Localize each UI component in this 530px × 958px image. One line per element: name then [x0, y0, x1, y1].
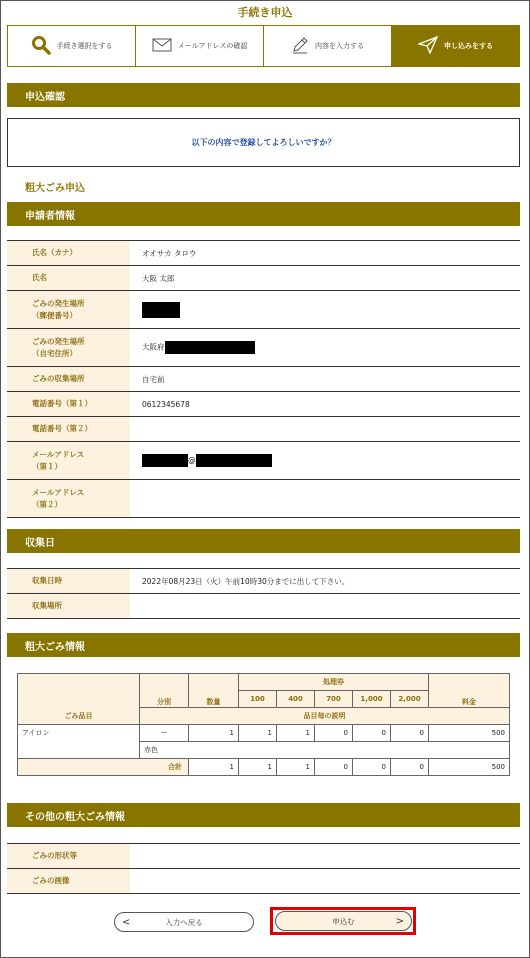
garbage-table [17, 673, 510, 776]
field-label: ごみの発生場所 （郵便番号） [7, 291, 130, 329]
confirm-heading: 申込確認 [7, 83, 520, 107]
collection-table [7, 568, 520, 619]
total-row [18, 759, 510, 776]
table-row [7, 417, 520, 442]
col-ticket-400: 400 [277, 691, 315, 708]
field-label: 氏名（カナ） [7, 241, 130, 266]
field-value: 2022年08月23日（火）午前10時30分までに出して下さい。 [130, 569, 520, 594]
back-button-label: 入力へ戻る [165, 917, 203, 927]
item-description: 赤色 [140, 742, 510, 759]
other-table [7, 843, 520, 894]
total-ticket: 1 [277, 759, 315, 776]
chevron-right-icon: > [395, 915, 404, 927]
col-fee: 料金 [429, 674, 510, 708]
total-quantity: 1 [189, 759, 239, 776]
collection-heading: 収集日 [7, 529, 520, 553]
redacted-postal-code [142, 302, 180, 318]
table-row [7, 442, 520, 480]
confirm-message: 以下の内容で登録してよろしいですか？ [7, 118, 520, 167]
redacted-address [165, 341, 255, 354]
step-label: 手続き選択をする [56, 42, 113, 50]
table-row [7, 329, 520, 367]
step-label: 申し込みをする [444, 42, 493, 50]
table-row [7, 569, 520, 594]
col-ticket-2000: 2,000 [391, 691, 429, 708]
col-quantity: 数量 [189, 674, 239, 708]
item-quantity: 1 [189, 725, 239, 742]
other-heading: その他の粗大ごみ情報 [7, 803, 520, 827]
item-name: アイロン [18, 725, 140, 759]
step-select-procedure [8, 26, 136, 66]
table-row [7, 480, 520, 518]
chevron-left-icon: < [122, 916, 131, 928]
field-label: メールアドレス （第２） [7, 480, 130, 518]
step-confirm-email [136, 26, 264, 66]
search-icon [31, 35, 51, 57]
step-label: 内容を入力する [315, 42, 364, 50]
pencil-icon [291, 36, 309, 56]
total-ticket: 0 [353, 759, 391, 776]
field-value [130, 844, 520, 869]
total-ticket: 0 [391, 759, 429, 776]
field-value: 大阪府 [130, 329, 520, 367]
form-title: 粗大ごみ申込 [25, 183, 85, 194]
item-ticket: 0 [353, 725, 391, 742]
table-row [7, 594, 520, 619]
col-ticket-1000: 1,000 [353, 691, 391, 708]
table-row [7, 241, 520, 266]
total-ticket: 0 [315, 759, 353, 776]
submit-highlight-box [270, 907, 416, 935]
field-label: メールアドレス （第１） [7, 442, 130, 480]
applicant-table [7, 240, 520, 518]
table-header-row [18, 674, 510, 691]
step-label: メールアドレスの確認 [177, 42, 248, 50]
item-ticket: 0 [391, 725, 429, 742]
field-label: ごみの収集場所 [7, 367, 130, 392]
item-ticket: 0 [315, 725, 353, 742]
field-value [130, 594, 520, 619]
table-row [7, 869, 520, 894]
field-value [130, 417, 520, 442]
field-value: 大阪 太郎 [130, 266, 520, 291]
table-row [7, 844, 520, 869]
col-description: 品目毎の説明 [140, 708, 510, 725]
table-row [18, 725, 510, 742]
field-label: ごみの画像 [7, 869, 130, 894]
step-input-content [264, 26, 392, 66]
field-label: 電話番号（第１） [7, 392, 130, 417]
back-button[interactable] [114, 912, 254, 932]
redacted-email-domain [196, 454, 272, 467]
field-value [130, 291, 520, 329]
col-item: ごみ品目 [18, 674, 140, 725]
field-label: ごみの発生場所 （自宅住所） [7, 329, 130, 367]
col-tickets: 処理券 [239, 674, 429, 691]
field-value: @ [130, 442, 520, 480]
total-fee: 500 [429, 759, 510, 776]
step-progress [7, 25, 520, 67]
field-label: 収集場所 [7, 594, 130, 619]
redacted-email-user [142, 454, 188, 467]
field-value [130, 869, 520, 894]
table-row [7, 266, 520, 291]
item-category: ー [140, 725, 189, 742]
field-value: オオサカ タロウ [130, 241, 520, 266]
item-fee: 500 [429, 725, 510, 742]
submit-button-label: 申込む [332, 916, 355, 926]
table-row [7, 291, 520, 329]
col-category: 分別 [140, 674, 189, 708]
field-label: ごみの形状等 [7, 844, 130, 869]
field-value [130, 480, 520, 518]
field-label: 氏名 [7, 266, 130, 291]
garbage-heading: 粗大ごみ情報 [7, 633, 520, 657]
field-value: 自宅前 [130, 367, 520, 392]
field-label: 収集日時 [7, 569, 130, 594]
page-title: 手続き申込 [237, 6, 293, 19]
mail-icon [152, 38, 172, 54]
total-ticket: 1 [239, 759, 277, 776]
col-ticket-100: 100 [239, 691, 277, 708]
item-ticket: 1 [277, 725, 315, 742]
table-row [7, 392, 520, 417]
col-ticket-700: 700 [315, 691, 353, 708]
step-apply [392, 26, 519, 66]
total-label: 合計 [18, 759, 189, 776]
paper-plane-icon [418, 36, 438, 56]
field-value: 0612345678 [130, 392, 520, 417]
applicant-heading: 申請者情報 [7, 202, 520, 226]
item-ticket: 1 [239, 725, 277, 742]
field-label: 電話番号（第２） [7, 417, 130, 442]
table-row [7, 367, 520, 392]
